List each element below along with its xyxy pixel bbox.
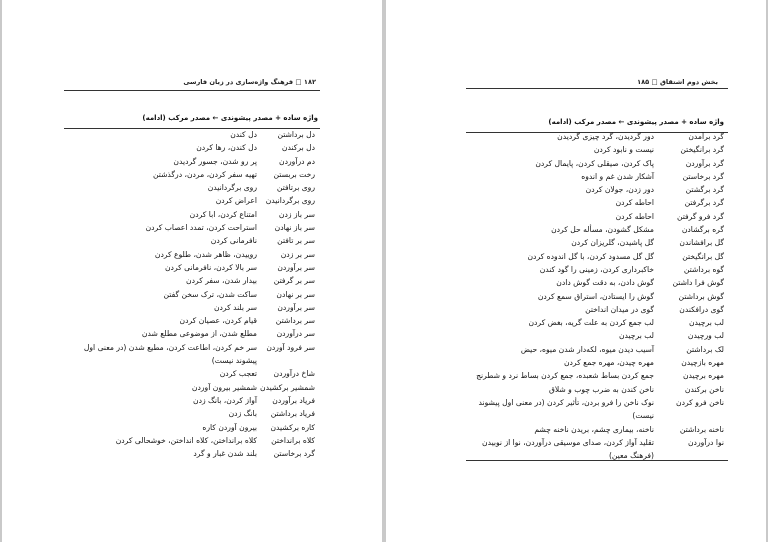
entry-term: ناخن برکندن bbox=[684, 384, 724, 394]
entry-term: سر باز نهادن bbox=[274, 223, 315, 233]
entry-row bbox=[474, 276, 724, 289]
entry-row bbox=[474, 409, 724, 422]
entry-row bbox=[474, 303, 724, 316]
entry-term: گرد برگرفتن bbox=[684, 198, 724, 208]
entry-row bbox=[102, 128, 315, 141]
right-running-header: بخش دوم اشتقاق □ ۱۸۵ bbox=[637, 78, 718, 86]
entry-definition: احاطه کردن bbox=[615, 211, 654, 221]
entry-term: سر درآوردن bbox=[276, 329, 315, 339]
entry-row bbox=[474, 263, 724, 276]
entry-term: لک برداشتن bbox=[686, 344, 724, 354]
entry-definition: مطلع شدن، از موضوعی مطلع شدن bbox=[141, 329, 257, 339]
entry-term: گرد برآوردن bbox=[685, 158, 724, 168]
entry-definition: بلند شدن غبار و گرد bbox=[193, 449, 257, 459]
entry-row bbox=[102, 367, 315, 380]
entry-term: سر برآوردن bbox=[277, 302, 315, 312]
entry-definition: گوش دادن، به دقت گوش دادن bbox=[556, 278, 654, 288]
entry-row bbox=[102, 155, 315, 168]
entry-definition: ساکت شدن، ترک سخن گفتن bbox=[163, 289, 257, 299]
entry-term: گره برگشادن bbox=[681, 225, 724, 235]
entry-term: شاخ درآوردن bbox=[273, 369, 315, 379]
entry-row bbox=[474, 157, 724, 170]
entry-term: مهره بازچیدن bbox=[681, 358, 724, 368]
right-entries bbox=[474, 130, 724, 462]
entry-definition: مشکل گشودن، مسأله حل کردن bbox=[551, 225, 654, 235]
entry-row bbox=[102, 221, 315, 234]
entry-definition: آشکار شدن غم و اندوه bbox=[581, 171, 654, 181]
entry-definition: کلاه برانداختن، کلاه انداختن، خوشحالی کردن bbox=[115, 435, 257, 445]
entry-row bbox=[102, 141, 315, 154]
entry-row bbox=[83, 341, 315, 354]
entry-row bbox=[102, 288, 315, 301]
entry-definition: بانگ زدن bbox=[228, 409, 257, 419]
entry-term: سر برآوردن bbox=[277, 262, 315, 272]
entry-row bbox=[102, 354, 315, 367]
left-running-header: ۱۸۲ □ فرهنگ واژه‌سازی در زبان فارسی bbox=[183, 78, 316, 86]
entry-definition: پر رو شدن، جسور گردیدن bbox=[173, 156, 257, 166]
entry-term: لب برچیدن bbox=[688, 318, 724, 328]
entry-definition: ناخن کندن به ضرب چوب و شلاق bbox=[548, 384, 654, 394]
entry-row bbox=[102, 327, 315, 340]
entry-definition: تقلید آواز کردن، صدای موسیقی درآوردن، نوا از نوبیدن bbox=[482, 437, 654, 447]
entry-definition: جمع کردن بساط شعبده، جمع کردن بساط نرد و شطرنج bbox=[476, 371, 654, 381]
entry-definition: شمشیر بیرون آوردن bbox=[191, 382, 257, 392]
entry-term: شمشیر برکشیدن bbox=[260, 382, 315, 392]
entry-term: لب ورچیدن bbox=[687, 331, 724, 341]
entry-term: سر فرود آوردن bbox=[266, 342, 315, 352]
entry-term: سر بر زدن bbox=[280, 249, 315, 259]
entry-term: ناخنه برداشتن bbox=[679, 424, 724, 434]
entry-row bbox=[102, 248, 315, 261]
entry-definition: استراحت کردن، تمدد اعصاب کردن bbox=[145, 223, 257, 233]
entry-row bbox=[474, 329, 724, 342]
entry-row bbox=[474, 250, 724, 263]
entry-definition: نیست) bbox=[632, 411, 654, 421]
entry-definition: ناخنه، بیماری چشم، بریدن ناخنه چشم bbox=[534, 424, 654, 434]
entry-row bbox=[102, 421, 315, 434]
left-entries bbox=[83, 128, 315, 460]
entry-definition: تعجب کردن bbox=[219, 369, 257, 379]
entry-definition: سر بالا کردن، نافرمانی کردن bbox=[164, 262, 257, 272]
entry-definition: (فرهنگ معین) bbox=[608, 451, 654, 461]
entry-definition: دور زدن، جولان کردن bbox=[585, 185, 654, 195]
entry-term: دل برداشتن bbox=[277, 130, 315, 139]
entry-term: گرد برگشتن bbox=[685, 185, 724, 195]
entry-row bbox=[474, 383, 724, 396]
right-page bbox=[386, 0, 766, 542]
entry-definition: نیست و نابود کردن bbox=[593, 145, 654, 155]
entry-term: سر بر تافتن bbox=[277, 236, 315, 246]
entry-term: گل برافشاندن bbox=[679, 238, 724, 248]
entry-definition: قیام کردن، عصیان کردن bbox=[179, 316, 257, 326]
entry-definition: سر خم کردن، اطاعت کردن، مطیع شدن (در معنی اول bbox=[83, 342, 257, 352]
entry-definition: پاک کردن، صیقلی کردن، پایمال کردن bbox=[535, 158, 654, 168]
entry-definition: نافرمانی کردن bbox=[210, 236, 257, 246]
entry-row bbox=[102, 234, 315, 247]
entry-definition: دل کندن، رها کردن bbox=[196, 143, 257, 153]
entry-term: مهره برچیدن bbox=[682, 371, 724, 381]
entry-row bbox=[102, 194, 315, 207]
entry-definition: روی برگردانیدن bbox=[207, 183, 257, 193]
entry-definition: خاکبرداری کردن، زمینی را گود کندن bbox=[539, 264, 654, 274]
left-header-rule bbox=[64, 90, 320, 91]
entry-term: گوش برداشتن bbox=[678, 291, 724, 301]
entry-term: کاره برکشیدن bbox=[270, 422, 315, 432]
entry-definition: لب جمع کردن به علت گریه، بغض کردن bbox=[528, 318, 654, 328]
entry-row bbox=[474, 170, 724, 183]
entry-row bbox=[102, 301, 315, 314]
right-section-heading: واژه ساده + مصدر پیشوندی ← مصدر مرکب (ادامه) bbox=[548, 118, 724, 126]
entry-row bbox=[474, 396, 724, 409]
entry-definition: نوک ناخن را فرو بردن، تأثیر کردن (در معنی اول پیشوند bbox=[478, 397, 654, 407]
left-section-heading: واژه ساده + مصدر پیشوندی ← مصدر مرکب (ادامه) bbox=[142, 114, 318, 122]
entry-term: گرد برانگیختن bbox=[680, 145, 724, 155]
entry-row bbox=[102, 394, 315, 407]
entry-term: گرد برآمدن bbox=[688, 132, 724, 141]
entry-term: نوا درآوردن bbox=[687, 437, 724, 447]
entry-row bbox=[474, 343, 724, 356]
entry-definition: امتناع کردن، ابا کردن bbox=[189, 209, 257, 219]
entry-term: گرد برخاستن bbox=[682, 171, 724, 181]
entry-term: سر برداشتن bbox=[275, 316, 315, 326]
entry-row bbox=[474, 356, 724, 369]
entry-term: ناخن فرو کردن bbox=[676, 397, 724, 407]
entry-definition: سر بلند کردن bbox=[213, 302, 257, 312]
entry-definition: آواز کردن، بانگ زدن bbox=[193, 395, 257, 405]
left-page bbox=[2, 0, 382, 542]
entry-row bbox=[474, 183, 724, 196]
entry-term: گل برانگیختن bbox=[682, 251, 724, 261]
entry-definition: اعراض کردن bbox=[215, 196, 257, 206]
entry-row bbox=[102, 168, 315, 181]
entry-term: سر بر گرفتن bbox=[273, 276, 315, 286]
entry-row bbox=[474, 143, 724, 156]
entry-row bbox=[474, 223, 724, 236]
entry-row bbox=[102, 208, 315, 221]
entry-term: سر باز زدن bbox=[278, 209, 315, 219]
entry-term: سر بر نهادن bbox=[276, 289, 315, 299]
entry-row bbox=[102, 314, 315, 327]
entry-term: دل برکندن bbox=[281, 143, 315, 153]
entry-row bbox=[474, 210, 724, 223]
entry-term: فریاد برآوردن bbox=[272, 395, 315, 405]
entry-row bbox=[474, 196, 724, 209]
entry-term: گوی درافکندن bbox=[679, 304, 724, 314]
entry-term: گوه برداشتن bbox=[683, 264, 724, 274]
entry-definition: آسیب دیدن میوه، لکه‌دار شدن میوه، حیض bbox=[520, 344, 654, 354]
entry-row bbox=[102, 381, 315, 394]
entry-row bbox=[474, 316, 724, 329]
entry-row bbox=[474, 290, 724, 303]
entry-row bbox=[102, 434, 315, 447]
right-header-rule bbox=[466, 88, 728, 89]
entry-definition: احاطه کردن bbox=[615, 198, 654, 208]
entry-definition: بیدار شدن، سفر کردن bbox=[186, 276, 257, 286]
entry-definition: روییدن، ظاهر شدن، طلوع کردن bbox=[154, 249, 257, 259]
entry-row bbox=[102, 274, 315, 287]
entry-term: گرد فرو گرفتن bbox=[676, 211, 724, 221]
entry-row bbox=[474, 369, 724, 382]
entry-row bbox=[102, 447, 315, 460]
entry-definition: لب برچیدن bbox=[618, 331, 654, 341]
entry-row bbox=[102, 261, 315, 274]
right-footer-rule bbox=[466, 460, 728, 461]
entry-row bbox=[474, 423, 724, 436]
entry-term: گرد برخاستن bbox=[273, 449, 315, 459]
entry-definition: گوش را ایستادن، استراق سمع کردن bbox=[537, 291, 654, 301]
entry-definition: گل پاشیدن، گلریزان کردن bbox=[571, 238, 654, 248]
entry-definition: گل گل مسدود کردن، با گل اندوده کردن bbox=[527, 251, 654, 261]
entry-definition: دور گردیدن، گرد چیزی گردیدن bbox=[557, 132, 654, 141]
entry-term: دم درآوردن bbox=[279, 156, 315, 166]
entry-term: روی برگردانیدن bbox=[265, 196, 315, 206]
entry-definition: گوی در میدان انداختن bbox=[585, 304, 654, 314]
entry-term: روی برتافتن bbox=[276, 183, 315, 193]
entry-term: رخت بربستن bbox=[273, 169, 315, 179]
entry-row bbox=[474, 236, 724, 249]
entry-term: کلاه برانداختن bbox=[271, 435, 315, 445]
entry-definition: بیرون آوردن کاره bbox=[202, 422, 257, 432]
entry-definition: دل کندن bbox=[230, 130, 257, 139]
entry-row bbox=[474, 130, 724, 143]
entry-row bbox=[102, 407, 315, 420]
entry-term: گوش فرا داشتن bbox=[672, 278, 724, 288]
entry-row bbox=[474, 436, 724, 449]
entry-definition: مهره چیدن، مهره جمع کردن bbox=[563, 358, 654, 368]
entry-row bbox=[102, 181, 315, 194]
entry-definition: تهیه سفر کردن، مردن، درگذشتن bbox=[153, 169, 257, 179]
entry-definition: پیشوند نیست) bbox=[211, 356, 257, 366]
entry-term: فریاد برداشتن bbox=[270, 409, 315, 419]
